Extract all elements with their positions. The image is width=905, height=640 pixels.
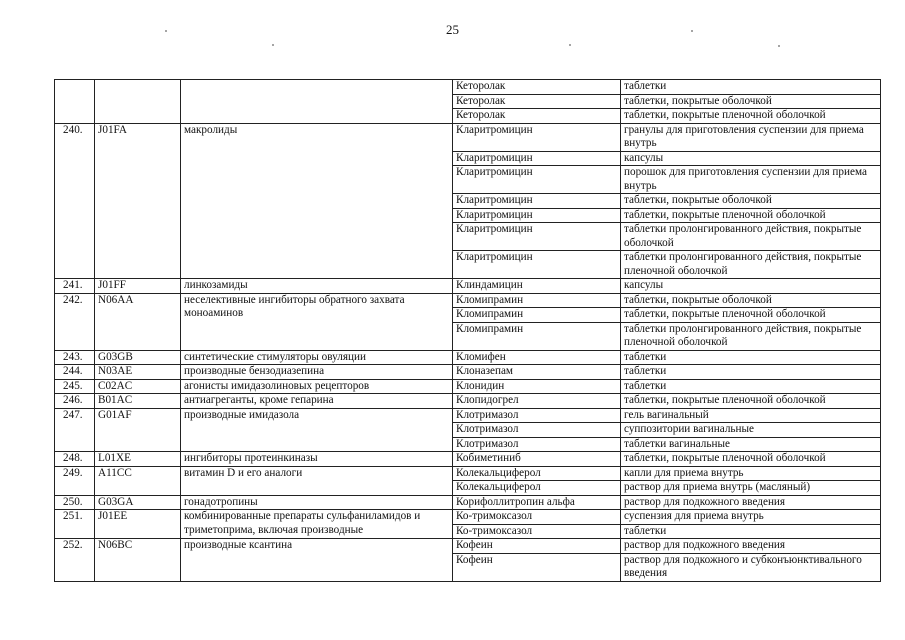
pharmacological-group: агонисты имидазолиновых рецепторов [181,379,453,394]
atc-code: N03AE [95,365,181,380]
row-number: 247. [55,408,95,452]
table-row [55,452,881,467]
row-number: 243. [55,350,95,365]
drug-name: Кларитромицин [453,151,621,166]
pharmacological-group: макролиды [181,123,453,279]
table-row [55,80,881,95]
page-number: 25 [446,22,459,37]
atc-code [95,80,181,124]
dosage-form: таблетки, покрытые оболочкой [621,194,881,209]
atc-code: B01AC [95,394,181,409]
drug-name: Клоназепам [453,365,621,380]
drug-name: Кеторолак [453,94,621,109]
pharmacological-group [181,80,453,124]
dosage-form: капсулы [621,151,881,166]
atc-code: G01AF [95,408,181,452]
drug-name: Колекальциферол [453,466,621,481]
row-number: 251. [55,510,95,539]
drug-name: Кофеин [453,553,621,581]
row-number: 249. [55,466,95,495]
drug-name: Клиндамицин [453,279,621,294]
drug-name: Кларитромицин [453,208,621,223]
dosage-form: таблетки, покрытые пленочной оболочкой [621,208,881,223]
drug-name: Кломифен [453,350,621,365]
drug-name: Кломипрамин [453,293,621,308]
scan-speck [569,44,571,46]
row-number: 250. [55,495,95,510]
pharmacological-group: линкозамиды [181,279,453,294]
atc-code: L01XE [95,452,181,467]
scan-speck [691,30,693,32]
dosage-form: таблетки [621,80,881,95]
row-number: 242. [55,293,95,350]
drug-name: Кларитромицин [453,194,621,209]
atc-code: N06BC [95,539,181,582]
drug-name: Клотримазол [453,423,621,438]
table-row [55,510,881,525]
dosage-form: таблетки, покрытые пленочной оболочкой [621,452,881,467]
drug-name: Кларитромицин [453,251,621,279]
drug-name: Кеторолак [453,109,621,124]
dosage-form: суспензия для приема внутрь [621,510,881,525]
drug-name: Клопидогрел [453,394,621,409]
pharmacological-group: комбинированные препараты сульфаниламидов и триметоприма, включая производные [181,510,453,539]
dosage-form: гранулы для приготовления суспензии для приема внутрь [621,123,881,151]
scan-speck [778,45,780,47]
table-row [55,539,881,554]
drug-name: Кларитромицин [453,166,621,194]
table-row [55,408,881,423]
drug-name: Кобиметиниб [453,452,621,467]
pharmacological-group: витамин D и его аналоги [181,466,453,495]
dosage-form: таблетки пролонгированного действия, покрытые пленочной оболочкой [621,322,881,350]
drug-name: Клотримазол [453,408,621,423]
table-row [55,466,881,481]
atc-code: A11CC [95,466,181,495]
dosage-form: таблетки вагинальные [621,437,881,452]
dosage-form: таблетки [621,365,881,380]
dosage-form: таблетки [621,379,881,394]
dosage-form: раствор для подкожного введения [621,539,881,554]
pharmacological-group: синтетические стимуляторы овуляции [181,350,453,365]
drug-name: Кломипрамин [453,308,621,323]
drug-name: Колекальциферол [453,481,621,496]
dosage-form: раствор для приема внутрь (масляный) [621,481,881,496]
pharmacological-group: неселективные ингибиторы обратного захвата моноаминов [181,293,453,350]
dosage-form: таблетки пролонгированного действия, покрытые пленочной оболочкой [621,251,881,279]
dosage-form: таблетки, покрытые оболочкой [621,293,881,308]
atc-code: J01EE [95,510,181,539]
row-number: 244. [55,365,95,380]
row-number: 240. [55,123,95,279]
pharmacological-group: производные бензодиазепина [181,365,453,380]
drug-name: Кларитромицин [453,123,621,151]
dosage-form: гель вагинальный [621,408,881,423]
table-row [55,293,881,308]
pharmacological-group: антиагреганты, кроме гепарина [181,394,453,409]
row-number: 245. [55,379,95,394]
scan-speck [272,44,274,46]
table-row [55,123,881,151]
dosage-form: раствор для подкожного введения [621,495,881,510]
drug-name: Кларитромицин [453,223,621,251]
drug-name: Корифоллитропин альфа [453,495,621,510]
pharmacological-group: гонадотропины [181,495,453,510]
dosage-form: таблетки, покрытые оболочкой [621,94,881,109]
dosage-form: раствор для подкожного и субконъюнктивального введения [621,553,881,581]
table-row [55,279,881,294]
pharmacological-group: ингибиторы протеинкиназы [181,452,453,467]
table-row [55,495,881,510]
dosage-form: таблетки пролонгированного действия, покрытые оболочкой [621,223,881,251]
row-number: 252. [55,539,95,582]
atc-code: N06AA [95,293,181,350]
dosage-form: порошок для приготовления суспензии для приема внутрь [621,166,881,194]
table-row [55,365,881,380]
dosage-form: таблетки, покрытые пленочной оболочкой [621,394,881,409]
row-number: 246. [55,394,95,409]
drug-table [54,79,881,582]
row-number: 248. [55,452,95,467]
dosage-form: таблетки, покрытые пленочной оболочкой [621,308,881,323]
dosage-form: таблетки [621,350,881,365]
atc-code: J01FF [95,279,181,294]
drug-name: Клотримазол [453,437,621,452]
drug-name: Ко-тримоксазол [453,524,621,539]
pharmacological-group: производные имидазола [181,408,453,452]
atc-code: G03GA [95,495,181,510]
dosage-form: таблетки, покрытые пленочной оболочкой [621,109,881,124]
scan-speck [165,30,167,32]
dosage-form: суппозитории вагинальные [621,423,881,438]
atc-code: C02AC [95,379,181,394]
drug-table-body [55,80,881,582]
atc-code: G03GB [95,350,181,365]
drug-name: Кофеин [453,539,621,554]
row-number: 241. [55,279,95,294]
row-number [55,80,95,124]
dosage-form: капли для приема внутрь [621,466,881,481]
table-row [55,350,881,365]
drug-name: Кломипрамин [453,322,621,350]
table-row [55,379,881,394]
table-row [55,394,881,409]
dosage-form: капсулы [621,279,881,294]
drug-name: Клонидин [453,379,621,394]
dosage-form: таблетки [621,524,881,539]
atc-code: J01FA [95,123,181,279]
drug-name: Ко-тримоксазол [453,510,621,525]
pharmacological-group: производные ксантина [181,539,453,582]
drug-name: Кеторолак [453,80,621,95]
